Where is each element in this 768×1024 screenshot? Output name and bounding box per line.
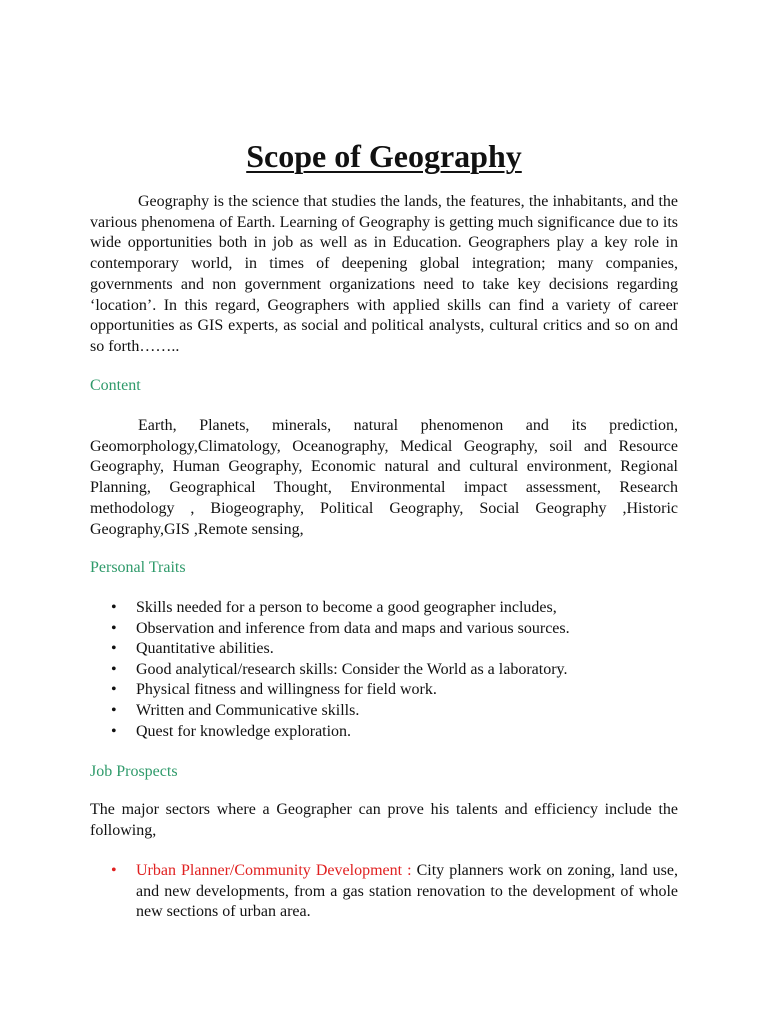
bullet-icon: • — [111, 722, 117, 740]
bullet-icon: • — [111, 681, 117, 699]
bullet-icon: • — [111, 660, 117, 678]
list-item-text: Quest for knowledge exploration. — [136, 722, 352, 740]
page-title: Scope of Geography — [246, 138, 522, 174]
list-item — [90, 701, 678, 722]
list-item — [90, 722, 678, 743]
bullet-icon: • — [111, 619, 117, 637]
job-prospects-heading: Job Prospects — [90, 763, 178, 780]
list-item — [90, 861, 678, 923]
list-item-text: Observation and inference from data and maps and various sources. — [136, 619, 570, 637]
bullet-icon: • — [111, 862, 117, 879]
personal-traits-heading: Personal Traits — [90, 559, 186, 576]
list-item-text: Quantitative abilities. — [136, 640, 274, 658]
bullet-icon: • — [111, 599, 117, 616]
list-item — [90, 639, 678, 660]
bullet-icon: • — [111, 701, 117, 719]
job-description: City planners work on zoning, land use, and new developments, from a gas station renovation to the development of whole new sections of urban area. — [136, 862, 678, 921]
content-paragraph: Earth, Planets, minerals, natural phenomenon and its prediction, Geomorphology,Climatology, Oceanography, Medical Geography, soil and Resource Geography, Human Geography, Economic natural and cultural environment, Regional Planning, Geographical Thought, Environmental impact assessment, Research methodology , Biogeography, Political Geography, Social Geography ,Historic Geography,GIS ,Remote sensing, — [90, 417, 678, 538]
list-item-text: Skills needed for a person to become a good geographer includes, — [136, 599, 557, 616]
list-item-text: Written and Communicative skills. — [136, 701, 360, 719]
personal-traits-list — [90, 598, 678, 742]
list-item — [90, 680, 678, 701]
list-item — [90, 598, 678, 619]
list-item-text: Good analytical/research skills: Consider the World as a laboratory. — [136, 660, 568, 678]
list-item — [90, 660, 678, 681]
list-item-text: Physical fitness and willingness for field work. — [136, 681, 437, 699]
job-prospects-paragraph: The major sectors where a Geographer can prove his talents and efficiency include the following, — [90, 801, 678, 839]
intro-paragraph: Geography is the science that studies the lands, the features, the inhabitants, and the various phenomena of Earth. Learning of Geography is getting much significance due to its wide opportunities both in job as well as in Education. Geographers play a key role in contemporary world, in times of deepening global integration; many companies, governments and non government organizations need to take key decisions regarding ‘location’. In this regard, Geographers with applied skills can find a variety of career opportunities as GIS experts, as social and political analysts, cultural critics and so on and so forth…….. — [90, 193, 678, 355]
content-heading: Content — [90, 377, 141, 394]
job-prospects-list — [90, 861, 678, 923]
list-item — [90, 619, 678, 640]
bullet-icon: • — [111, 640, 117, 658]
job-label: Urban Planner/Community Development : — [136, 862, 417, 879]
